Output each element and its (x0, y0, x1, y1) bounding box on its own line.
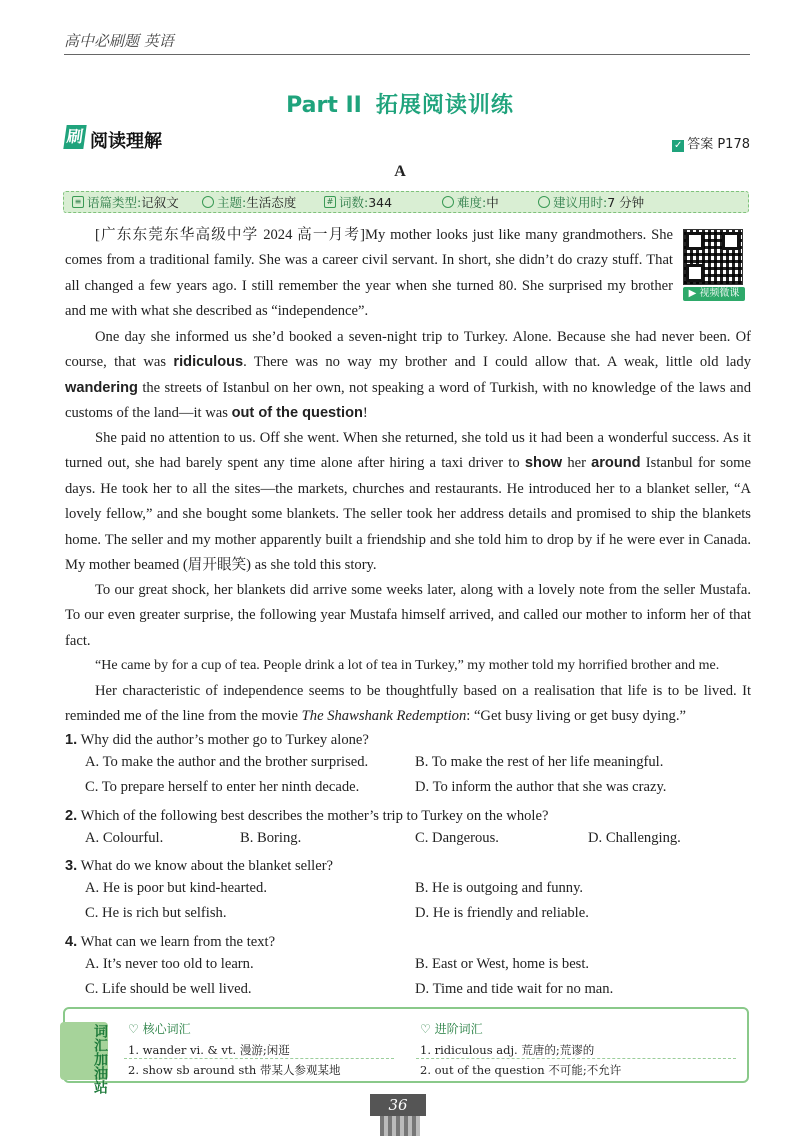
question-2: 2. Which of the following best describes the mother’s trip to Turkey on the whole? (65, 808, 549, 824)
passage-letter: A (394, 163, 406, 180)
option-1b[interactable]: B. To make the rest of her life meaningful. (415, 754, 664, 770)
page-decoration (380, 1116, 420, 1136)
info-difficulty: 难度: 中 (442, 193, 538, 211)
vocab-highlight: show (524, 455, 563, 472)
magnifier-icon (202, 196, 214, 208)
paragraph-5: “He came by for a cup of tea. People drink a lot of tea in Turkey,” my mother told my horrified brother and me. (95, 658, 720, 673)
answer-reference (672, 133, 750, 152)
info-genre: ≡ 语篇类型: 记叙文 (72, 193, 202, 211)
divider (124, 1058, 394, 1059)
vocab-highlight: out of the question (231, 405, 363, 422)
core-vocab-item-2: 2. show sb around sth 带某人参观某地 (128, 1063, 341, 1077)
divider (416, 1058, 736, 1059)
vocab-highlight: ridiculous (173, 354, 244, 371)
advanced-vocab-item-2: 2. out of the question 不可能;不允许 (420, 1063, 622, 1077)
option-4a[interactable]: A. It’s never too old to learn. (85, 956, 254, 972)
passage-source: [广东东莞东华高级中学 2024 高一月考] (95, 227, 366, 243)
vocab-tab-label: 词汇加油站 (92, 1024, 108, 1094)
option-2c[interactable]: C. Dangerous. (415, 830, 499, 846)
option-4d[interactable]: D. Time and tide wait for no man. (415, 981, 614, 997)
answer-ref-text: 答案 P178 (687, 137, 750, 152)
paragraph-3: She paid no attention to us. Off she went. When she returned, she told us it had been a wonderful success. As it turned out, she had barely spent any time alone after hiring a taxi driver to show her around Istanbul for some days. He took her to all the sites—the markets, churches and restaurants. He introduced her to a blanket seller, “A lovely fellow,” and she bought some blankets. The seller took her address details and promised to ship the blankets home. The seller and my mother apparently built a friendship and she told him to drop by if he were ever in Canada. My mother beamed (眉开眼笑) as she told this story. (65, 430, 751, 574)
paragraph-6: Her characteristic of independence seems to be thoughtfully based on a realisation that life is to be lived. It reminded me of the line from the movie The Shawshank Redemption: “Get busy living or get busy dying.” (65, 683, 751, 725)
document-icon: ≡ (72, 196, 84, 208)
option-3b[interactable]: B. He is outgoing and funny. (415, 880, 584, 896)
option-1c[interactable]: C. To prepare herself to enter her ninth decade. (85, 779, 360, 795)
part-label: Part II (286, 93, 362, 118)
clock-icon (538, 196, 550, 208)
option-1d[interactable]: D. To inform the author that she was crazy. (415, 779, 667, 795)
question-1: 1. Why did the author’s mother go to Turkey alone? (65, 732, 369, 748)
advanced-vocab-item-1: 1. ridiculous adj. 荒唐的;荒谬的 (420, 1043, 595, 1057)
option-3d[interactable]: D. He is friendly and reliable. (415, 905, 589, 921)
option-4c[interactable]: C. Life should be well lived. (85, 981, 252, 997)
header-rule (64, 54, 750, 55)
qr-code[interactable] (683, 229, 743, 285)
page-number: 36 (370, 1094, 426, 1116)
gauge-icon (442, 196, 454, 208)
passage-info-bar (63, 191, 749, 213)
core-vocab-title: ♡ 核心词汇 (128, 1022, 191, 1036)
paragraph-4: To our great shock, her blankets did arrive some weeks later, along with a lovely note from the seller Mustafa. To our even greater surprise, the following year Mustafa himself arrived, and called our mother to inform her of that fact. (65, 582, 751, 649)
count-icon: # (324, 196, 336, 208)
paragraph-2: One day she informed us she’d booked a seven-night trip to Turkey. Alone. Because she had never been. Of course, that was ridiculous. There was no way my brother and I could allow that. A weak, little old lady wandering the streets of Istanbul on her own, not speaking a word of Turkish, with no knowledge of the laws and customs of the land—it was out of the question! (65, 329, 751, 422)
info-word-count: # 词数: 344 (324, 193, 442, 211)
brush-icon: 刷 (63, 125, 86, 149)
running-head: 高中必刷题 英语 (64, 32, 174, 50)
option-4b[interactable]: B. East or West, home is best. (415, 956, 590, 972)
core-vocab-item-1: 1. wander vi. & vt. 漫游;闲逛 (128, 1043, 290, 1057)
section-title: 阅读理解 (90, 131, 162, 152)
option-3c[interactable]: C. He is rich but selfish. (85, 905, 227, 921)
option-2d[interactable]: D. Challenging. (588, 830, 681, 846)
part-title (0, 88, 800, 119)
paragraph-1: [广东东莞东华高级中学 2024 高一月考]My mother looks just like many grandmothers. She comes from a traditional family. She was a career civil servant. In short, she didn’t do crazy stuff. That all changed a few years ago. I still remember the year when she turned 80. She surprised my brother and me with what she described as “independence”. (65, 227, 673, 320)
option-1a[interactable]: A. To make the author and the brother surprised. (85, 754, 369, 770)
question-4: 4. What can we learn from the text? (65, 934, 276, 950)
advanced-vocab-title: ♡ 进阶词汇 (420, 1022, 483, 1036)
part-name: 拓展阅读训练 (375, 93, 514, 118)
info-theme: 主题: 生活态度 (202, 193, 324, 211)
option-2b[interactable]: B. Boring. (240, 830, 302, 846)
info-time: 建议用时: 7 分钟 (538, 193, 644, 211)
check-icon: ✓ (674, 140, 683, 151)
option-3a[interactable]: A. He is poor but kind-hearted. (85, 880, 267, 896)
vocab-highlight: wandering (65, 379, 138, 396)
vocab-highlight: around (591, 455, 641, 472)
video-lesson-label[interactable]: ▶ 视频微课 (683, 287, 745, 301)
option-2a[interactable]: A. Colourful. (85, 830, 164, 846)
question-3: 3. What do we know about the blanket seller? (65, 858, 334, 874)
